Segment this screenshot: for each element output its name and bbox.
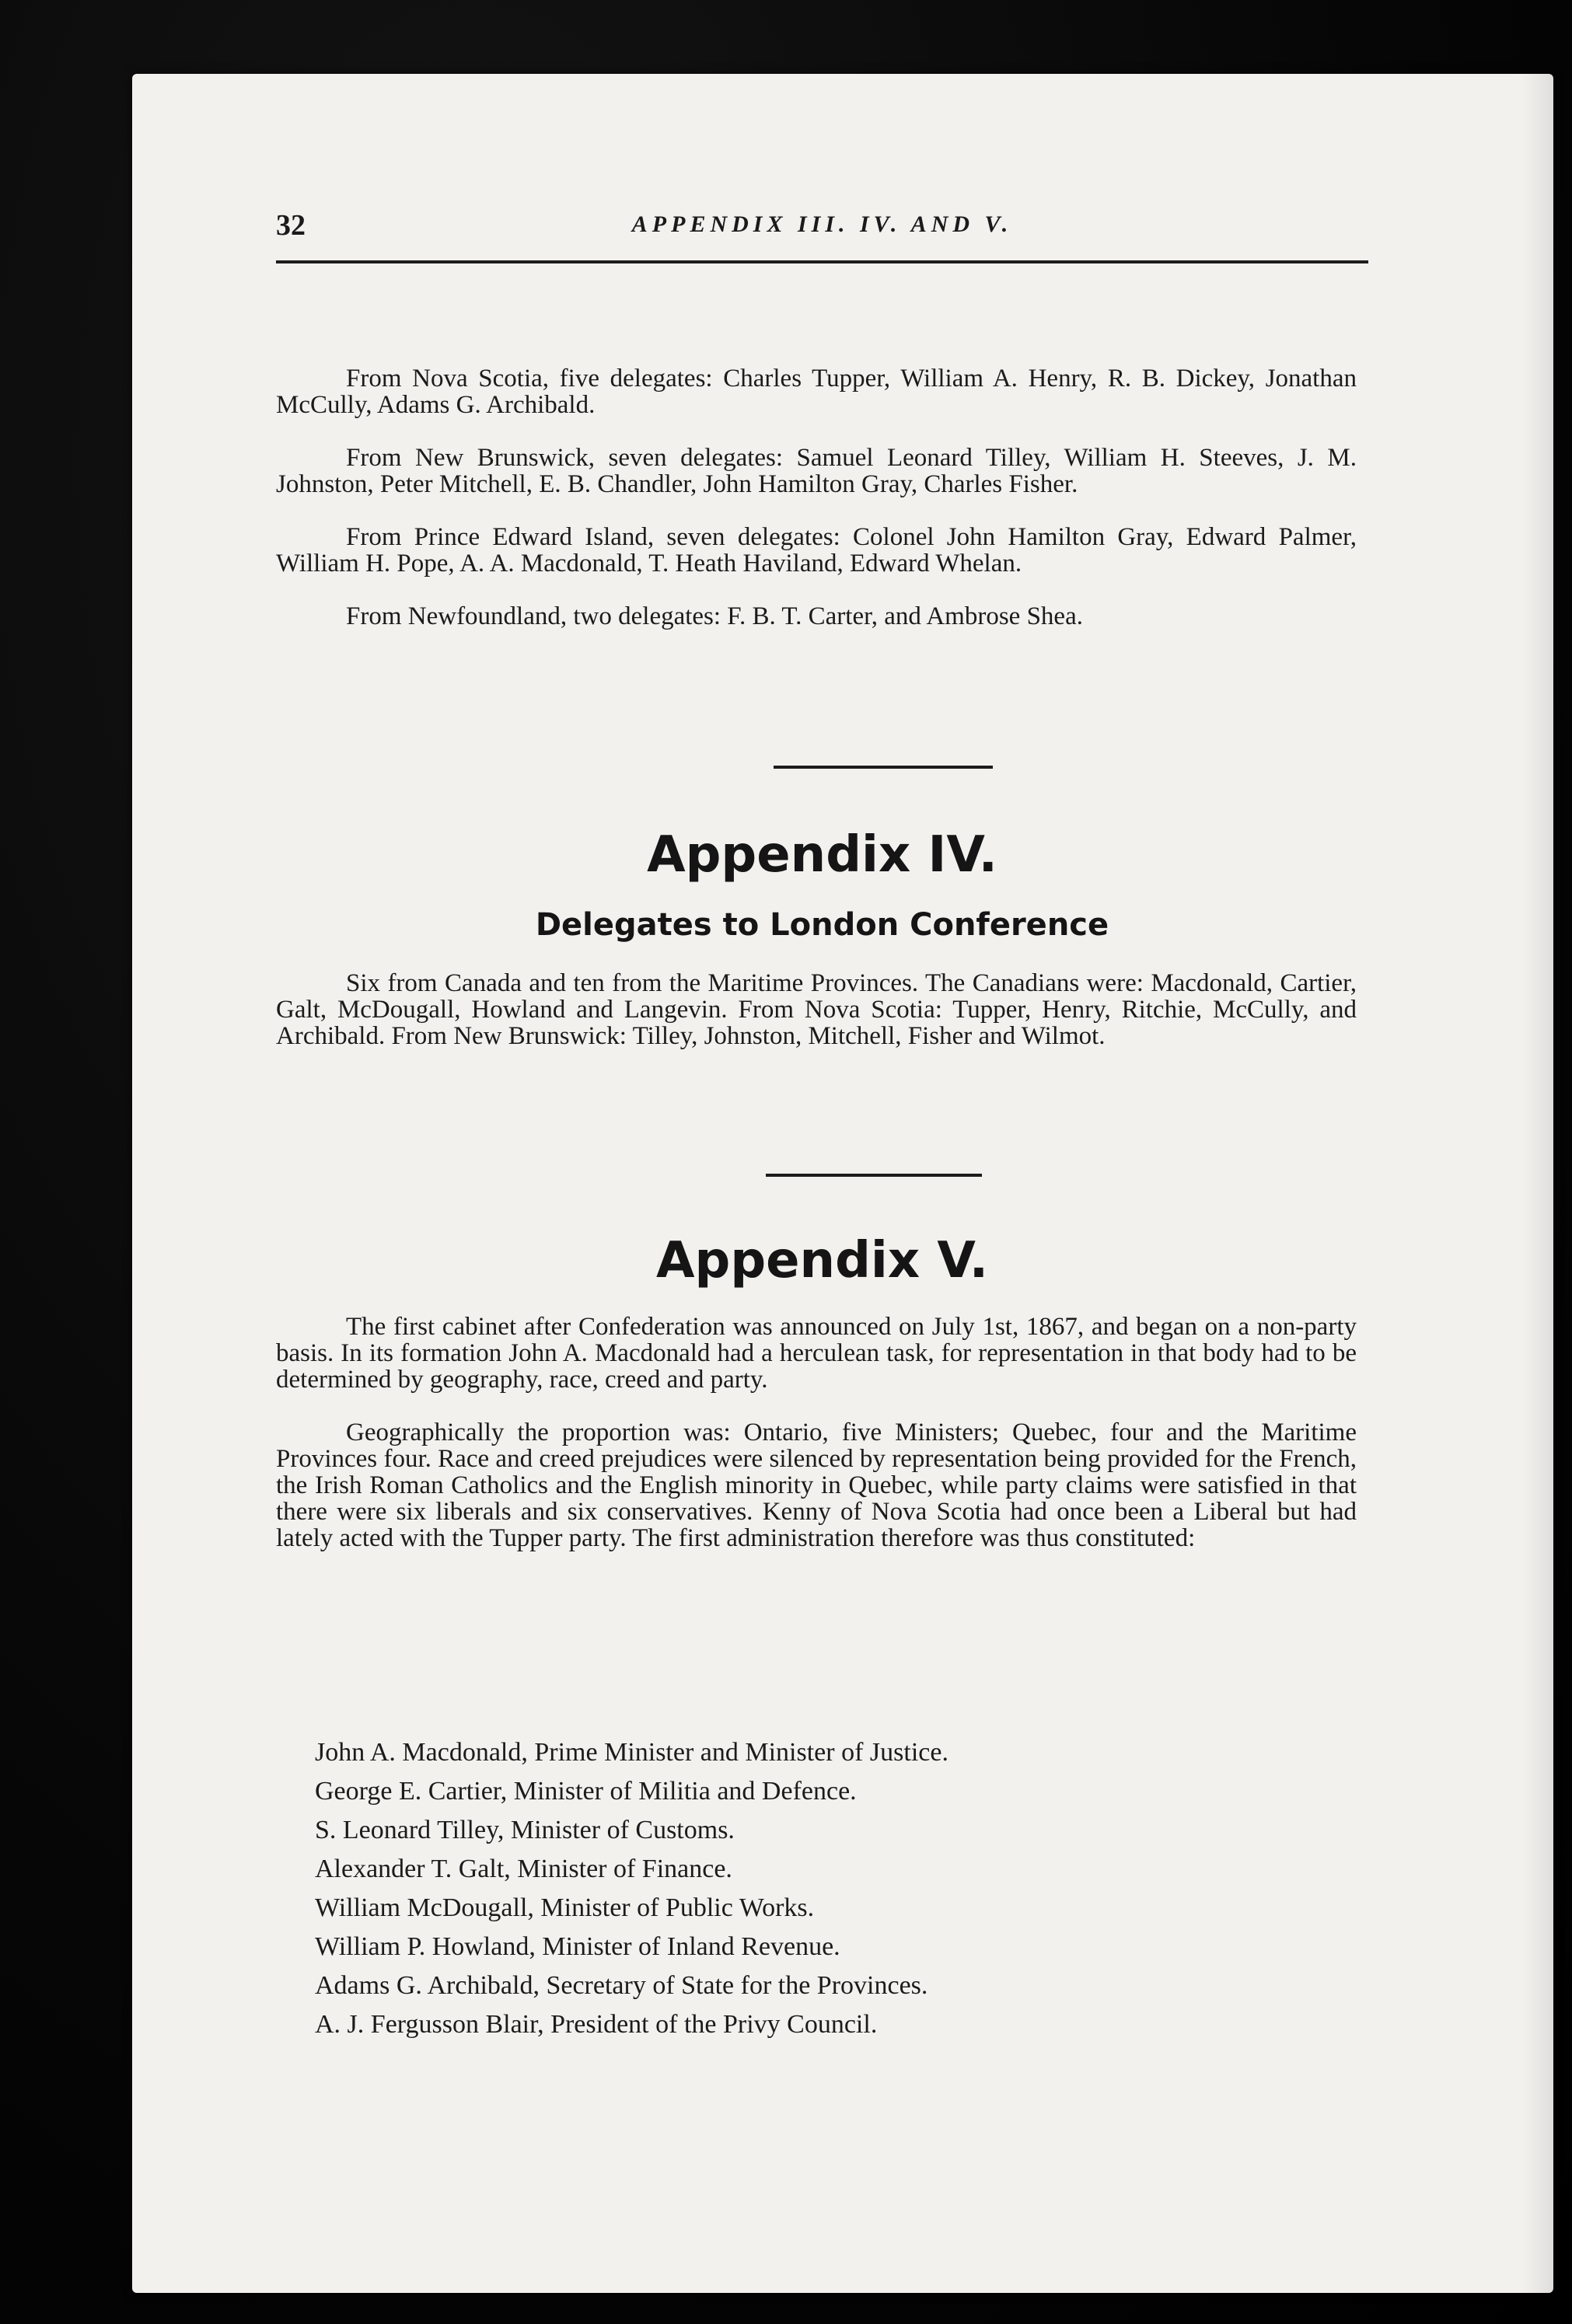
list-item: Adams G. Archibald, Secretary of State for the Provinces. <box>315 1971 928 2000</box>
page-number: 32 <box>276 209 306 242</box>
list-item: John A. Macdonald, Prime Minister and Minister of Justice. <box>315 1738 948 1767</box>
section-divider <box>766 1174 982 1177</box>
appendix-iv-title: Appendix IV. <box>647 826 997 884</box>
page-header <box>276 208 1368 252</box>
list-item: George E. Cartier, Minister of Militia and Defence. <box>315 1777 857 1806</box>
appendix-v-title: Appendix V. <box>655 1232 989 1289</box>
list-item: A. J. Fergusson Blair, President of the Privy Council. <box>315 2010 878 2039</box>
appendix-iv-text <box>276 970 1357 1049</box>
cabinet-list <box>315 1733 948 2044</box>
london-delegates-paragraph: Six from Canada and ten from the Maritime Provinces. The Canadians were: Macdonald, Cartier, Galt, McDougall, Howland and Langevin. From Nova Scotia: Tupper, Henry, Ritchie, McCully, and Archibald. From New Brunswick: Tilley, Johnston, Mitchell, Fisher and Wilmot. <box>276 969 1357 1050</box>
appendix-v-text <box>276 1314 1357 1551</box>
appendix-iii-continued <box>276 365 1357 630</box>
delegates-new-brunswick: From New Brunswick, seven delegates: Samuel Leonard Tilley, William H. Steeves, J. M. Johnston, Peter Mitchell, E. B. Chandler, John Hamilton Gray, Charles Fisher. <box>276 444 1357 498</box>
delegates-nova-scotia: From Nova Scotia, five delegates: Charles Tupper, William A. Henry, R. B. Dickey, Jonathan McCully, Adams G. Archibald. <box>276 365 1357 419</box>
list-item: Alexander T. Galt, Minister of Finance. <box>315 1855 732 1883</box>
delegates-prince-edward-island: From Prince Edward Island, seven delegates: Colonel John Hamilton Gray, Edward Palmer, William H. Pope, A. A. Macdonald, T. Heath Haviland, Edward Whelan. <box>276 523 1357 578</box>
list-item: William P. Howland, Minister of Inland Revenue. <box>315 1932 840 1961</box>
section-divider <box>774 766 993 769</box>
header-rule <box>276 260 1368 263</box>
cabinet-proportion-paragraph: Geographically the proportion was: Ontario, five Ministers; Quebec, four and the Maritime Provinces four. Race and creed prejudices were silenced by representation being provided for the French, the Irish Roman Catholics and the English minority in Quebec, while party claims were satisfied in that there were six liberals and six conservatives. Kenny of Nova Scotia had once been a Liberal but had lately acted with the Tupper party. The first administration therefore was thus constituted: <box>276 1418 1357 1552</box>
list-item: William McDougall, Minister of Public Works. <box>315 1893 815 1922</box>
list-item: S. Leonard Tilley, Minister of Customs. <box>315 1816 735 1844</box>
delegates-newfoundland: From Newfoundland, two delegates: F. B. T. Carter, and Ambrose Shea. <box>346 602 1083 630</box>
first-cabinet-paragraph: The first cabinet after Confederation was announced on July 1st, 1867, and began on a non-party basis. In its formation John A. Macdonald had a herculean task, for representation in that body had to be determined by geography, race, creed and party. <box>276 1313 1357 1394</box>
running-title: APPENDIX III. IV. AND V. <box>631 211 1013 237</box>
appendix-iv-subtitle: Delegates to London Conference <box>535 907 1109 943</box>
